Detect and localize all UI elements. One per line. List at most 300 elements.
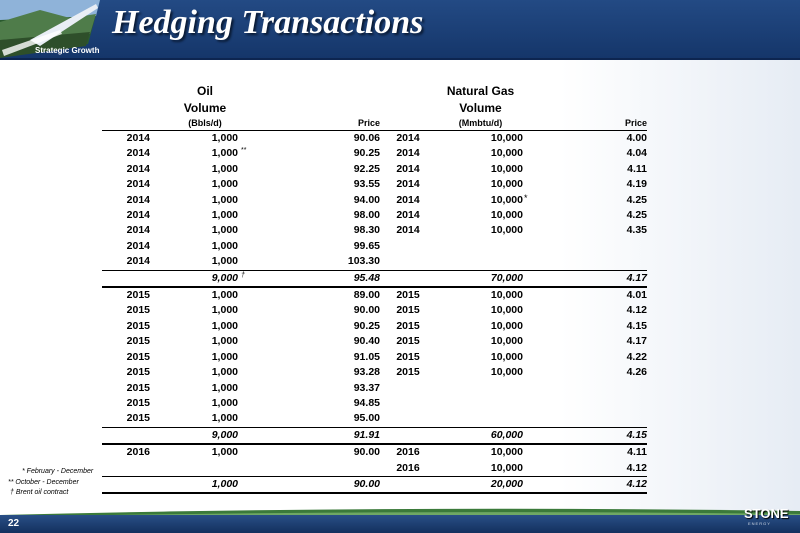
oil-year-cell xyxy=(102,146,150,161)
oil-price-cell xyxy=(260,208,388,223)
gas-price-cell xyxy=(533,476,647,493)
gas-volume-cell xyxy=(428,177,533,192)
gas-volume-cell xyxy=(428,223,533,238)
oil-volume-cell xyxy=(150,427,260,444)
gas-volume-cell xyxy=(428,427,533,444)
brand-logo: STONE xyxy=(744,506,789,521)
oil-year-cell xyxy=(102,476,150,493)
gas-volume-cell xyxy=(428,396,533,411)
gas-price-cell-value: 4.15 xyxy=(626,319,647,332)
gas-volume-cell-value: 10,000 xyxy=(490,289,523,302)
gas-year-cell xyxy=(388,476,428,493)
subtotal-row xyxy=(102,476,647,493)
oil-price-cell-value: 93.28 xyxy=(353,366,380,379)
oil-volume-cell-value: 1,000 xyxy=(211,147,238,160)
gas-year-cell xyxy=(388,381,428,396)
oil-price-cell xyxy=(260,365,388,380)
oil-year-cell-value: 2015 xyxy=(126,289,150,302)
gas-year-cell xyxy=(388,223,428,238)
oil-volume-cell-value: 1,000 xyxy=(211,304,238,317)
oil-volume-cell xyxy=(150,303,260,318)
oil-price-cell xyxy=(260,476,388,493)
page-number: 22 xyxy=(8,518,20,529)
gas-year-cell xyxy=(388,396,428,411)
gas-volume-cell xyxy=(428,334,533,349)
oil-volume-cell xyxy=(150,162,260,177)
gas-volume-cell-value: 10,000 xyxy=(490,335,523,348)
oil-price-cell-value: 91.05 xyxy=(353,350,380,363)
gas-year-cell-value: 2014 xyxy=(396,224,420,237)
oil-volume-cell xyxy=(150,254,260,270)
gas-volume-cell xyxy=(428,461,533,477)
oil-price-cell xyxy=(260,444,388,460)
table-row xyxy=(102,223,647,238)
gas-price-cell xyxy=(533,254,647,270)
footnote-february: * February - December xyxy=(22,468,94,475)
header-row-group xyxy=(102,83,647,100)
gas-price-cell-value: 4.12 xyxy=(626,304,647,317)
gas-volume-cell xyxy=(428,476,533,493)
oil-year-cell xyxy=(102,254,150,270)
gas-volume-cell xyxy=(428,131,533,147)
footnote-marker: † xyxy=(241,271,245,279)
footnote-october: ** October - December xyxy=(8,478,79,486)
oil-year-cell-value: 2015 xyxy=(126,381,150,394)
gas-price-cell xyxy=(533,223,647,238)
oil-year-cell-value: 2015 xyxy=(126,335,150,348)
gas-year-cell xyxy=(388,287,428,303)
gas-year-cell xyxy=(388,350,428,365)
oil-price-header: Price xyxy=(260,117,388,131)
gas-price-cell-value: 4.35 xyxy=(626,224,647,237)
oil-price-cell xyxy=(260,334,388,349)
oil-year-cell xyxy=(102,444,150,460)
oil-price-cell-value: 92.25 xyxy=(353,162,380,175)
oil-price-cell-value: 93.37 xyxy=(353,381,380,394)
oil-volume-cell-value: 9,000 xyxy=(211,271,238,284)
tagline: Strategic Growth xyxy=(35,46,100,55)
oil-year-cell-value: 2014 xyxy=(126,147,150,160)
gas-year-cell xyxy=(388,270,428,287)
oil-year-cell xyxy=(102,131,150,147)
gas-price-cell xyxy=(533,270,647,287)
gas-price-cell-value: 4.19 xyxy=(626,178,647,191)
gas-year-cell xyxy=(388,461,428,477)
oil-price-cell xyxy=(260,254,388,270)
oil-year-cell-value: 2015 xyxy=(126,366,150,379)
gas-price-cell xyxy=(533,287,647,303)
oil-price-cell-value: 91.91 xyxy=(353,428,380,441)
gas-volume-cell-value: 10,000 xyxy=(490,162,523,175)
oil-price-cell-value: 90.00 xyxy=(353,304,380,317)
oil-volume-cell xyxy=(150,193,260,208)
gas-price-cell-value: 4.22 xyxy=(626,350,647,363)
oil-year-cell-value: 2015 xyxy=(126,304,150,317)
gas-price-cell xyxy=(533,444,647,460)
subtotal-row xyxy=(102,270,647,287)
gas-year-cell xyxy=(388,162,428,177)
oil-price-cell xyxy=(260,303,388,318)
oil-price-cell-value: 90.25 xyxy=(353,319,380,332)
gas-volume-cell xyxy=(428,365,533,380)
oil-price-cell-value: 98.00 xyxy=(353,209,380,222)
gas-year-cell xyxy=(388,146,428,161)
oil-year-cell xyxy=(102,193,150,208)
oil-price-cell xyxy=(260,427,388,444)
gas-volume-cell-value: 70,000 xyxy=(490,271,523,284)
gas-price-cell-value: 4.25 xyxy=(626,193,647,206)
table-row xyxy=(102,444,647,460)
oil-year-cell xyxy=(102,319,150,334)
table-row xyxy=(102,146,647,161)
oil-price-cell-value: 99.65 xyxy=(353,239,380,252)
gas-price-cell xyxy=(533,162,647,177)
oil-year-cell xyxy=(102,162,150,177)
gas-year-cell xyxy=(388,411,428,427)
gas-volume-cell-value: 10,000 xyxy=(490,366,523,379)
gas-price-cell xyxy=(533,319,647,334)
oil-volume-cell-value: 1,000 xyxy=(211,350,238,363)
gas-volume-cell-value: 10,000 xyxy=(490,224,523,237)
gas-price-cell xyxy=(533,461,647,477)
oil-volume-cell xyxy=(150,350,260,365)
gas-price-cell-value: 4.25 xyxy=(626,209,647,222)
oil-year-cell xyxy=(102,411,150,427)
gas-price-cell-value: 4.01 xyxy=(626,289,647,302)
gas-year-cell xyxy=(388,365,428,380)
gas-volume-cell-value: 10,000 xyxy=(490,304,523,317)
gas-year-cell xyxy=(388,303,428,318)
oil-year-cell-value: 2014 xyxy=(126,193,150,206)
gas-year-cell-value: 2015 xyxy=(396,366,420,379)
oil-price-cell xyxy=(260,287,388,303)
gas-volume-cell-value: 20,000 xyxy=(490,477,523,490)
oil-price-cell xyxy=(260,177,388,192)
footnotes xyxy=(8,467,93,499)
oil-price-cell-value: 103.30 xyxy=(347,255,380,268)
gas-volume-cell xyxy=(428,303,533,318)
gas-price-cell-value: 4.26 xyxy=(626,366,647,379)
gas-volume-cell-value: 10,000 xyxy=(490,319,523,332)
header-row-volume xyxy=(102,100,647,117)
gas-price-header: Price xyxy=(533,117,647,131)
oil-volume-cell xyxy=(150,334,260,349)
oil-price-cell xyxy=(260,411,388,427)
table-row xyxy=(102,239,647,254)
oil-price-cell-value: 98.30 xyxy=(353,224,380,237)
oil-price-cell-value: 95.00 xyxy=(353,412,380,425)
table-row xyxy=(102,381,647,396)
table-row xyxy=(102,396,647,411)
gas-price-cell-value: 4.04 xyxy=(626,147,647,160)
oil-volume-cell xyxy=(150,461,260,477)
oil-price-cell-value: 95.48 xyxy=(353,271,380,284)
oil-volume-cell-value: 1,000 xyxy=(211,255,238,268)
oil-volume-cell xyxy=(150,396,260,411)
gas-price-cell xyxy=(533,146,647,161)
gas-group-header: Natural Gas xyxy=(446,84,515,98)
oil-year-cell-value: 2015 xyxy=(126,412,150,425)
table-row xyxy=(102,411,647,427)
table-row xyxy=(102,334,647,349)
oil-year-cell-value: 2014 xyxy=(126,178,150,191)
gas-volume-cell xyxy=(428,146,533,161)
oil-price-cell-value: 94.85 xyxy=(353,396,380,409)
oil-units-header: (Bbls/d) xyxy=(150,117,260,131)
gas-price-cell xyxy=(533,177,647,192)
oil-price-cell xyxy=(260,162,388,177)
oil-volume-cell-value: 1,000 xyxy=(211,239,238,252)
gas-year-cell-value: 2014 xyxy=(396,178,420,191)
gas-volume-cell-value: 10,000 xyxy=(490,209,523,222)
gas-price-cell-value: 4.17 xyxy=(626,271,647,284)
gas-price-cell xyxy=(533,427,647,444)
oil-price-cell xyxy=(260,319,388,334)
oil-volume-cell-value: 1,000 xyxy=(211,162,238,175)
gas-price-cell-value: 4.11 xyxy=(627,446,647,459)
table-row xyxy=(102,365,647,380)
gas-price-cell xyxy=(533,334,647,349)
oil-year-cell xyxy=(102,303,150,318)
gas-year-cell xyxy=(388,254,428,270)
gas-price-cell xyxy=(533,131,647,147)
oil-year-cell xyxy=(102,270,150,287)
oil-price-cell-value: 90.40 xyxy=(353,335,380,348)
oil-year-cell xyxy=(102,461,150,477)
gas-year-cell xyxy=(388,177,428,192)
gas-volume-cell xyxy=(428,239,533,254)
gas-volume-cell xyxy=(428,444,533,460)
oil-volume-cell-value: 1,000 xyxy=(211,132,238,144)
table-row xyxy=(102,193,647,208)
gas-price-cell-value: 4.12 xyxy=(626,461,647,474)
oil-price-cell-value: 90.00 xyxy=(353,446,380,459)
oil-volume-cell xyxy=(150,365,260,380)
oil-volume-cell-value: 1,000 xyxy=(211,396,238,409)
gas-year-cell xyxy=(388,444,428,460)
table-row xyxy=(102,208,647,223)
oil-volume-cell-value: 1,000 xyxy=(211,224,238,237)
gas-volume-cell xyxy=(428,350,533,365)
oil-year-cell-value: 2014 xyxy=(126,209,150,222)
oil-year-cell-value: 2016 xyxy=(126,446,150,459)
oil-volume-cell xyxy=(150,177,260,192)
gas-volume-cell-value: 10,000 xyxy=(490,147,523,160)
oil-year-cell-value: 2014 xyxy=(126,255,150,268)
oil-price-cell xyxy=(260,131,388,147)
gas-price-cell xyxy=(533,396,647,411)
gas-volume-cell-value: 10,000 xyxy=(490,461,523,474)
gas-year-cell-value: 2016 xyxy=(396,461,420,474)
oil-volume-cell xyxy=(150,319,260,334)
gas-price-cell-value: 4.12 xyxy=(626,477,647,490)
oil-volume-cell xyxy=(150,411,260,427)
footnote-brent: † Brent oil contract xyxy=(10,489,69,496)
oil-price-cell-value: 90.00 xyxy=(353,477,380,490)
oil-volume-header: Volume xyxy=(183,101,227,115)
gas-volume-cell-value: 10,000 xyxy=(490,178,523,191)
oil-price-cell xyxy=(260,396,388,411)
oil-group-header: Oil xyxy=(196,84,213,98)
gas-volume-cell-value: 10,000 xyxy=(490,132,523,144)
title-bar xyxy=(0,0,800,60)
oil-price-cell xyxy=(260,270,388,287)
oil-year-cell-value: 2015 xyxy=(126,350,150,363)
oil-price-cell xyxy=(260,239,388,254)
table-row xyxy=(102,177,647,192)
oil-volume-cell-value: 1,000 xyxy=(211,193,238,206)
gas-year-cell xyxy=(388,334,428,349)
gas-year-cell-value: 2015 xyxy=(396,289,420,302)
gas-price-cell-value: 4.11 xyxy=(627,162,647,175)
oil-year-cell xyxy=(102,334,150,349)
gas-price-cell xyxy=(533,350,647,365)
footer-bar xyxy=(0,515,800,533)
table-row xyxy=(102,287,647,303)
oil-volume-cell xyxy=(150,239,260,254)
gas-year-cell xyxy=(388,131,428,147)
oil-volume-cell-value: 1,000 xyxy=(211,335,238,348)
gas-year-cell xyxy=(388,239,428,254)
oil-year-cell-value: 2015 xyxy=(126,319,150,332)
oil-volume-cell-value: 1,000 xyxy=(211,477,238,490)
oil-volume-cell-value: 1,000 xyxy=(211,209,238,222)
gas-price-cell xyxy=(533,411,647,427)
oil-volume-cell xyxy=(150,131,260,147)
gas-volume-cell xyxy=(428,411,533,427)
oil-year-cell xyxy=(102,223,150,238)
oil-year-cell-value: 2014 xyxy=(126,132,150,144)
gas-year-cell-value: 2014 xyxy=(396,132,420,144)
table-row xyxy=(102,254,647,270)
gas-volume-cell xyxy=(428,162,533,177)
gas-year-cell-value: 2015 xyxy=(396,319,420,332)
oil-year-cell xyxy=(102,396,150,411)
table-row xyxy=(102,319,647,334)
oil-volume-cell-value: 1,000 xyxy=(211,446,238,459)
gas-year-cell-value: 2014 xyxy=(396,209,420,222)
gas-units-header: (Mmbtu/d) xyxy=(428,117,533,131)
gas-year-cell-value: 2014 xyxy=(396,193,420,206)
gas-volume-cell xyxy=(428,270,533,287)
oil-price-cell xyxy=(260,223,388,238)
oil-volume-cell-value: 9,000 xyxy=(211,428,238,441)
gas-year-cell-value: 2014 xyxy=(396,147,420,160)
oil-price-cell-value: 90.25 xyxy=(353,147,380,160)
oil-price-cell xyxy=(260,146,388,161)
oil-year-cell-value: 2014 xyxy=(126,239,150,252)
gas-volume-cell xyxy=(428,381,533,396)
gas-price-cell xyxy=(533,365,647,380)
oil-price-cell-value: 93.55 xyxy=(353,178,380,191)
gas-year-cell xyxy=(388,208,428,223)
gas-volume-cell xyxy=(428,319,533,334)
gas-year-cell xyxy=(388,319,428,334)
gas-year-cell-value: 2016 xyxy=(396,446,420,459)
oil-volume-cell-value: 1,000 xyxy=(211,412,238,425)
table-row xyxy=(102,303,647,318)
hedging-table xyxy=(102,83,647,494)
gas-price-cell-value: 4.17 xyxy=(626,335,647,348)
gas-year-cell-value: 2015 xyxy=(396,350,420,363)
oil-year-cell xyxy=(102,208,150,223)
oil-volume-cell xyxy=(150,146,260,161)
subtotal-row xyxy=(102,427,647,444)
oil-year-cell xyxy=(102,365,150,380)
oil-volume-cell xyxy=(150,444,260,460)
gas-year-cell-value: 2014 xyxy=(396,162,420,175)
gas-volume-cell xyxy=(428,287,533,303)
oil-year-cell-value: 2015 xyxy=(126,396,150,409)
gas-volume-header: Volume xyxy=(459,101,502,115)
oil-volume-cell xyxy=(150,476,260,493)
oil-year-cell xyxy=(102,427,150,444)
gas-volume-cell xyxy=(428,254,533,270)
oil-year-cell xyxy=(102,177,150,192)
oil-price-cell-value: 94.00 xyxy=(353,193,380,206)
gas-price-cell xyxy=(533,381,647,396)
oil-volume-cell xyxy=(150,270,260,287)
gas-year-cell xyxy=(388,427,428,444)
oil-volume-cell xyxy=(150,223,260,238)
table-row xyxy=(102,461,647,477)
oil-volume-cell-value: 1,000 xyxy=(211,319,238,332)
gas-volume-cell xyxy=(428,193,533,208)
oil-year-cell xyxy=(102,381,150,396)
gas-price-cell xyxy=(533,303,647,318)
table-row xyxy=(102,350,647,365)
oil-price-cell xyxy=(260,350,388,365)
brand-subtitle: ENERGY xyxy=(748,521,771,526)
oil-price-cell xyxy=(260,461,388,477)
gas-volume-cell-value: 10,000 xyxy=(490,446,523,459)
gas-price-cell-value: 4.15 xyxy=(626,428,647,441)
gas-volume-cell-value: 10,000 xyxy=(490,350,523,363)
header-row-units xyxy=(102,117,647,131)
gas-year-cell xyxy=(388,193,428,208)
footnote-marker: * xyxy=(524,192,528,203)
page-title: Hedging Transactions xyxy=(112,4,424,41)
oil-price-cell xyxy=(260,381,388,396)
oil-volume-cell-value: 1,000 xyxy=(211,289,238,302)
gas-volume-cell-value: 10,000 xyxy=(490,193,523,206)
oil-volume-cell-value: 1,000 xyxy=(211,366,238,379)
oil-price-cell-value: 90.06 xyxy=(353,132,380,144)
oil-year-cell-value: 2014 xyxy=(126,162,150,175)
oil-year-cell-value: 2014 xyxy=(126,224,150,237)
gas-volume-cell-value: 60,000 xyxy=(490,428,523,441)
oil-year-cell xyxy=(102,287,150,303)
table-row xyxy=(102,162,647,177)
gas-year-cell-value: 2015 xyxy=(396,304,420,317)
oil-volume-cell-value: 1,000 xyxy=(211,178,238,191)
oil-volume-cell-value: 1,000 xyxy=(211,381,238,394)
gas-volume-cell xyxy=(428,208,533,223)
oil-volume-cell xyxy=(150,208,260,223)
table-row xyxy=(102,131,647,147)
gas-price-cell xyxy=(533,193,647,208)
oil-year-cell xyxy=(102,350,150,365)
oil-volume-cell xyxy=(150,287,260,303)
oil-price-cell-value: 89.00 xyxy=(353,289,380,302)
oil-volume-cell xyxy=(150,381,260,396)
gas-year-cell-value: 2015 xyxy=(396,335,420,348)
gas-price-cell-value: 4.00 xyxy=(626,132,647,144)
footnote-marker: ** xyxy=(241,147,247,155)
oil-year-cell xyxy=(102,239,150,254)
oil-price-cell xyxy=(260,193,388,208)
gas-price-cell xyxy=(533,239,647,254)
